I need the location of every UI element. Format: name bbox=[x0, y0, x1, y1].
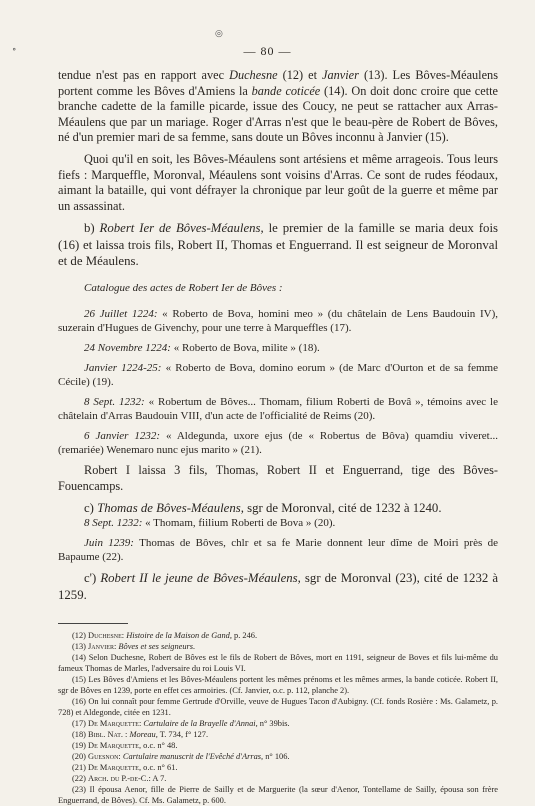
act-3: Janvier 1224-25: « Roberto de Bova, domino eorum » (de Marc d'Ourton et de sa femme Cécile) (19). bbox=[58, 361, 498, 388]
catalogue-title: Catalogue des actes de Robert Ier de Bôves : bbox=[84, 281, 283, 294]
act-5: 6 Janvier 1232: « Aldegunda, uxore ejus (de « Robertus de Bôva) quamdiu viveret... (remariée) Wenemaro nunc ejus marito » (21). bbox=[58, 429, 498, 456]
footnotes bbox=[58, 630, 498, 806]
act-1: 26 Juillet 1224: « Roberto de Bova, homini meo » (du châtelain de Lens Baudouin IV), suzerain d'Hugues de Givenchy, pour une terre à Marqueffles (17). bbox=[58, 307, 498, 334]
section-b-heading: b) Robert Ier de Bôves-Méaulens, le premier de la famille se maria deux fois (16) et laissa trois fils, Robert II, Thomas et Enguerrand. Il est seigneur de Moronval et de Méaulens. bbox=[58, 221, 498, 268]
section-c-prime-heading: c') Robert II le jeune de Bôves-Méaulens, sgr de Moronval (23), cité de 1232 à 1259. bbox=[58, 571, 498, 602]
act-thomas-1: 8 Sept. 1232: « Thomam, fiilium Roberti de Bova » (20). bbox=[84, 517, 336, 530]
footnote-21: (21) De Marquette, o.c. n° 61. bbox=[72, 762, 178, 772]
binding-mark: ◎ bbox=[215, 28, 223, 38]
paragraph-sons: Robert I laissa 3 fils, Thomas, Robert II et Enguerrand, tige des Bôves-Fouencamps. bbox=[58, 462, 498, 493]
footnote-23: (23) Il épousa Aenor, fille de Pierre de Sailly et de Marguerite (la sœur d'Aenor, Tontellame de Sailly, épousa son frère Enguerrand, de Bôves). Cf. Ms. Galametz, p. 600. bbox=[58, 784, 499, 805]
paragraph-1: tendue n'est pas en rapport avec Duchesne (12) et Janvier (13). Les Bôves-Méaulens portent comme les Bôves d'Amiens la bande coticée (14). On doit donc croire que cette branche cadette de la famille picarde, issue des Coucy, ne peut se rattacher aux Arras-Méaulens que par un mariage. Roger d'Arras n'est que le beau-père de Robert de Bôves, né d'un premier mari de sa femme, sans doute un Bôves inconnu à Janvier (15). bbox=[58, 68, 498, 145]
act-2: 24 Novembre 1224: « Roberto de Bova, milite » (18). bbox=[84, 341, 320, 354]
footnote-18: (18) Bibl. Nat. : Moreau, T. 734, f° 127. bbox=[72, 729, 209, 739]
footnote-16: (16) On lui connaît pour femme Gertrude d'Orville, veuve de Hugues Tacon d'Aubigny. (Cf. fonds Rosière : Ms. Galametz, p. 728) et Aldegonde, citée en 1231. bbox=[58, 696, 499, 717]
page-number: — 80 — bbox=[243, 44, 292, 58]
paragraph-2: Quoi qu'il en soit, les Bôves-Méaulens sont artésiens et même arrageois. Tous leurs fiefs : Marqueffle, Moronval, Méaulens sont voisins d'Arras. Ce sont de rudes féodaux, aimant la bataille, qui vont défrayer la chronique par leur goût de la guerre et même par un assassinat. bbox=[58, 151, 498, 213]
footnote-22: (22) Arch. du P.-de-C.: A 7. bbox=[72, 773, 167, 783]
act-4: 8 Sept. 1232: « Robertum de Bôves... Thomam, filium Roberti de Bovâ », témoins avec le châtelain d'Arras Baudouin VIII, d'un acte de l'officialité de Reims (20). bbox=[58, 395, 498, 422]
section-c-heading: c) Thomas de Bôves-Méaulens, sgr de Moronval, cité de 1232 à 1240. bbox=[84, 501, 442, 516]
act-thomas-2: Juin 1239: Thomas de Bôves, chlr et sa fe Marie donnent leur dîme de Moiri près de Bapaume (22). bbox=[58, 537, 498, 564]
footnote-19: (19) De Marquette, o.c. n° 48. bbox=[72, 740, 178, 750]
footnote-17: (17) De Marquette: Cartulaire de la Brayelle d'Annai, n° 39bis. bbox=[72, 718, 290, 728]
footnote-12: (12) Duchesne: Histoire de la Maison de Gand, p. 246. bbox=[72, 630, 258, 640]
footnote-13: (13) Janvier: Bôves et ses seigneurs. bbox=[72, 641, 196, 651]
footnote-15: (15) Les Bôves d'Amiens et les Bôves-Méaulens portent les mêmes prénoms et les mêmes armes, la bande coticée. Robert II, sgr de Bôves en 1239, porte en effet ces armoiries. (Cf. Janvier, o.c. p. 112, planche 2). bbox=[58, 674, 498, 695]
footnote-20: (20) Guesnon: Cartulaire manuscrit de l'Evêché d'Arras, n° 106. bbox=[72, 751, 290, 761]
footnote-divider bbox=[58, 623, 128, 624]
main-text bbox=[58, 68, 498, 806]
margin-mark: ∘ bbox=[12, 44, 17, 54]
footnote-14: (14) Selon Duchesne, Robert de Bôves est le fils de Robert de Bôves, mort en 1191, seigneur de Boves et fils lui-même du fameux Thomas de Marles, l'adversaire du roi Louis VI. bbox=[58, 652, 498, 673]
